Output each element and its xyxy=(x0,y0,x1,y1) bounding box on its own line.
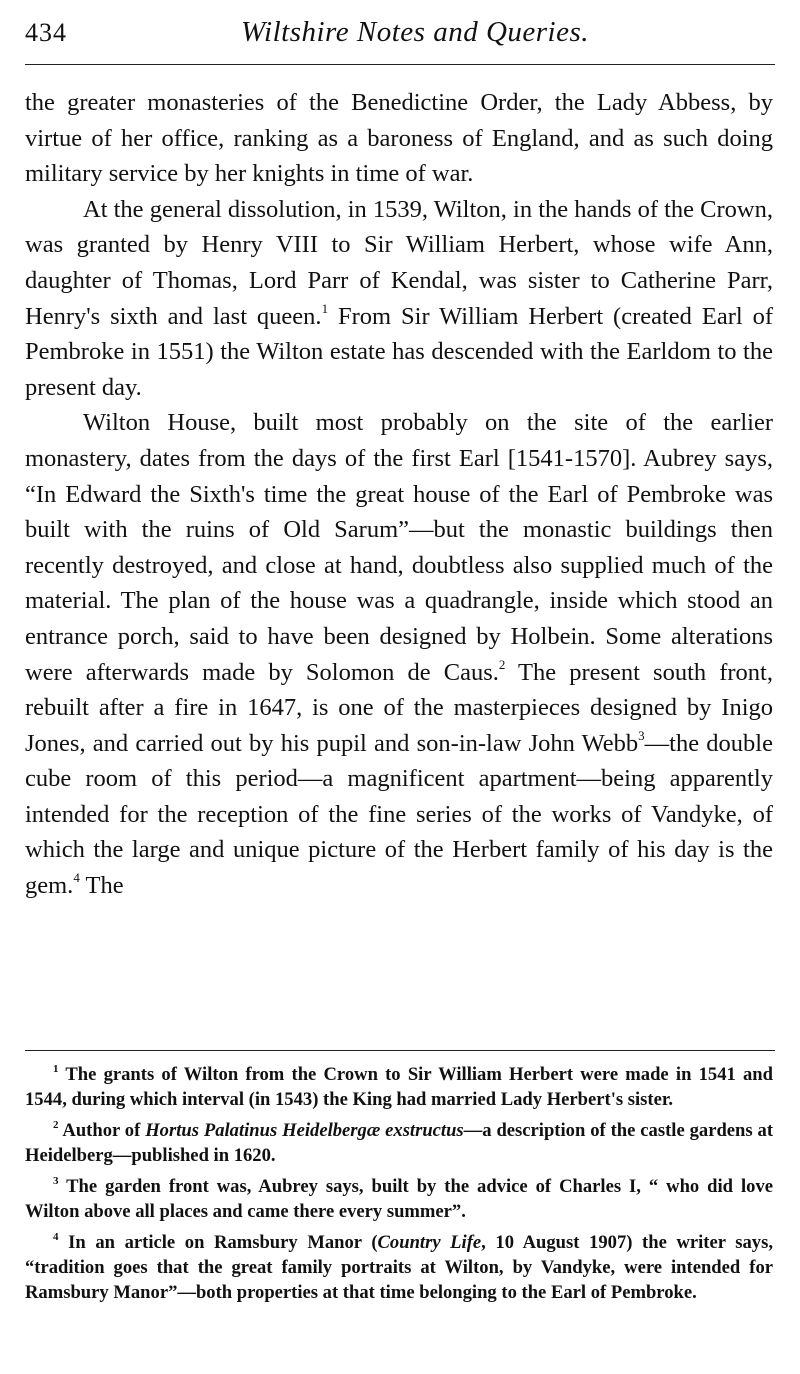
paragraph-2-text-b: From Sir William Herbert (created Earl of Pembroke in 1551) the Wilton estate has descended with the Earldom to the present day. xyxy=(25,302,773,401)
paragraph-1-text: the greater monasteries of the Benedictine Order, the Lady Abbess, by virtue of her office, ranking as a baroness of England, and as such doing military service by her knights in time of war. xyxy=(25,89,773,188)
footnote-3-text: The garden front was, Aubrey says, built by the advice of Charles I, “ who did love Wilton above all places and came there every summer”. xyxy=(25,1176,773,1222)
paragraph-3-text-d: The xyxy=(79,872,124,900)
footnote-ref-4: 4 xyxy=(73,870,80,886)
footnote-1-mark: 1 xyxy=(53,1063,59,1075)
footnote-rule xyxy=(25,1050,775,1051)
footnote-3-mark: 3 xyxy=(53,1175,59,1187)
footnote-2-pre: Author of xyxy=(62,1120,146,1141)
footnote-3 xyxy=(25,1174,773,1224)
page-header xyxy=(25,14,775,54)
footnote-2 xyxy=(25,1118,773,1168)
footnote-ref-3: 3 xyxy=(638,727,645,743)
paragraph-3 xyxy=(25,405,773,903)
footnote-4-mark: 4 xyxy=(53,1231,59,1243)
main-text xyxy=(25,85,773,904)
running-head: Wiltshire Notes and Queries. xyxy=(240,16,590,48)
header-rule xyxy=(25,64,775,65)
footnote-4-title: Country Life xyxy=(377,1232,482,1253)
footnote-1-text: The grants of Wilton from the Crown to Sir William Herbert were made in 1541 and 1544, during which interval (in 1543) the King had married Lady Herbert's sister. xyxy=(25,1064,773,1110)
footnote-ref-1: 1 xyxy=(321,300,329,316)
footnote-4 xyxy=(25,1230,773,1305)
paragraph-1 xyxy=(25,85,773,192)
footnotes xyxy=(25,1062,773,1311)
paragraph-3-text-b: The present south front, rebuilt after a fire in 1647, is one of the masterpieces designed by Inigo Jones, and carried out by his pupil and son-in-law John Webb xyxy=(25,658,773,757)
footnote-4-post: , 10 August 1907) the writer says, “tradition goes that the great family portraits at Wilton, by Vandyke, were intended for Ramsbury Manor”—both properties at that time belonging to the Earl of Pembroke. xyxy=(25,1232,773,1303)
footnote-4-pre: In an article on Ramsbury Manor ( xyxy=(68,1232,378,1253)
paragraph-2 xyxy=(25,192,773,406)
footnote-ref-2: 2 xyxy=(498,656,506,672)
paragraph-2-text-a: At the general dissolution, in 1539, Wilton, in the hands of the Crown, was granted by Henry VIII to Sir William Herbert, whose wife Ann, daughter of Thomas, Lord Parr of Kendal, was sister to Catherine Parr, Henry's sixth and last queen. xyxy=(25,195,773,330)
paragraph-3-text-c: —the double cube room of this period—a magnificent apartment—being apparently intended for the reception of the fine series of the works of Vandyke, of which the large and unique picture of the Herbert family of his day is the gem. xyxy=(25,729,773,900)
paragraph-3-text-a: Wilton House, built most probably on the site of the earlier monastery, dates from the days of the first Earl [1541-1570]. Aubrey says, “In Edward the Sixth's time the great house of the Earl of Pembroke was built with the ruins of Old Sarum”—but the monastic buildings then recently destroyed, and close at hand, doubtless also supplied much of the material. The plan of the house was a quadrangle, inside which stood an entrance porch, said to have been designed by Holbein. Some alterations were afterwards made by Solomon de Caus. xyxy=(25,409,773,686)
footnote-2-title: Hortus Palatinus Heidelbergæ exstructus xyxy=(145,1120,464,1141)
footnote-2-mark: 2 xyxy=(53,1119,59,1131)
book-page xyxy=(25,0,775,1374)
page-number: 434 xyxy=(25,18,67,47)
footnote-1 xyxy=(25,1062,773,1112)
footnote-2-post: —a description of the castle gardens at Heidelberg—published in 1620. xyxy=(25,1120,774,1166)
